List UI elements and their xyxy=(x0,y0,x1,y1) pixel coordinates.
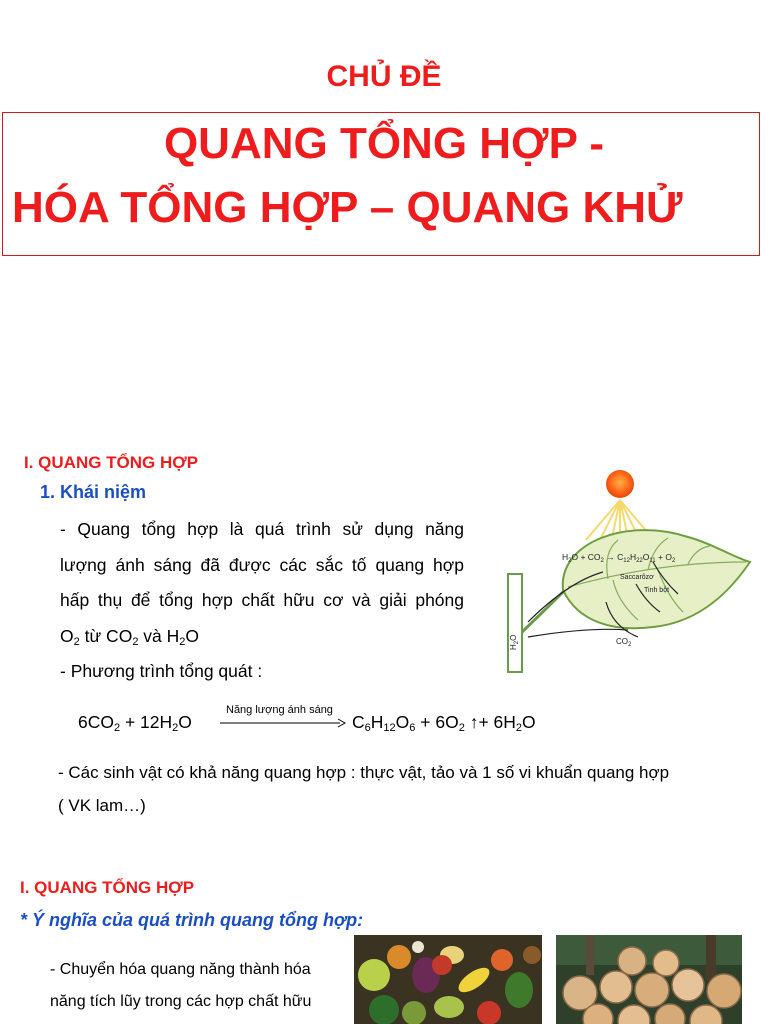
section-1-subheading: 1. Khái niệm xyxy=(40,482,147,502)
definition-line: lượng ánh sáng đã được các sắc tố quang hợp xyxy=(60,554,464,575)
equation-left: $6CO_2 + 12H_2O$ xyxy=(78,712,192,734)
leaf-sun-illustration xyxy=(488,462,753,677)
diagram-formula: $H_2O + CO_2 \to C_{12}H_{22}O_{11} + O_2$ xyxy=(562,552,676,564)
section-2-heading: I. QUANG TỔNG HỢP xyxy=(20,878,195,897)
reaction-arrow xyxy=(220,718,346,728)
definition-line: - Quang tổng hợp là quá trình sử dụng năng xyxy=(60,519,464,539)
equation-right: $C_6H_{12}O_6 + 6O_2$ ↑+ $6H_2O$ xyxy=(352,712,536,734)
arrow-label: Năng lượng ánh sáng xyxy=(226,704,333,716)
photosynthesis-diagram xyxy=(488,462,753,677)
organisms-line: - Các sinh vật có khả năng quang hợp : thực vật, tảo và 1 số vi khuẩn quang hợp xyxy=(58,763,670,782)
section-1-heading: I. QUANG TỔNG HỢP xyxy=(24,453,199,472)
meaning-line: năng tích lũy trong các hợp chất hữu xyxy=(50,993,312,1010)
label-co2: $CO_2$ xyxy=(616,637,632,648)
organisms-line: ( VK lam…) xyxy=(58,796,146,815)
definition-line: hấp thụ để tổng hợp chất hữu cơ và giải phóng xyxy=(60,590,464,610)
label-tinh-bot: Tinh bột xyxy=(644,587,670,594)
meaning-heading: * Ý nghĩa của quá trình quang tổng hợp: xyxy=(20,910,364,930)
label-stem-water: $H_2O$ xyxy=(509,634,520,650)
label-saccarozo: Saccarôzơ xyxy=(620,574,654,581)
stem xyxy=(508,574,522,672)
vegetables-photo xyxy=(354,935,542,1024)
sun-icon xyxy=(606,470,634,498)
topic-label: CHỦ ĐỀ xyxy=(326,60,442,93)
leaf-icon xyxy=(563,530,750,628)
meaning-line: - Chuyển hóa quang năng thành hóa xyxy=(50,961,311,978)
definition-paragraph xyxy=(60,512,464,690)
meaning-paragraph xyxy=(50,954,311,1018)
title-line-1: QUANG TỔNG HỢP - xyxy=(163,119,605,168)
equation-intro: - Phương trình tổng quát : xyxy=(60,661,263,681)
title-line-2: HÓA TỔNG HỢP – QUANG KHỬ xyxy=(12,183,683,232)
organisms-paragraph xyxy=(58,756,758,822)
logs-photo xyxy=(556,935,742,1024)
definition-line: $O_2$ từ $CO_2$ và $H_2O$ xyxy=(60,625,200,648)
